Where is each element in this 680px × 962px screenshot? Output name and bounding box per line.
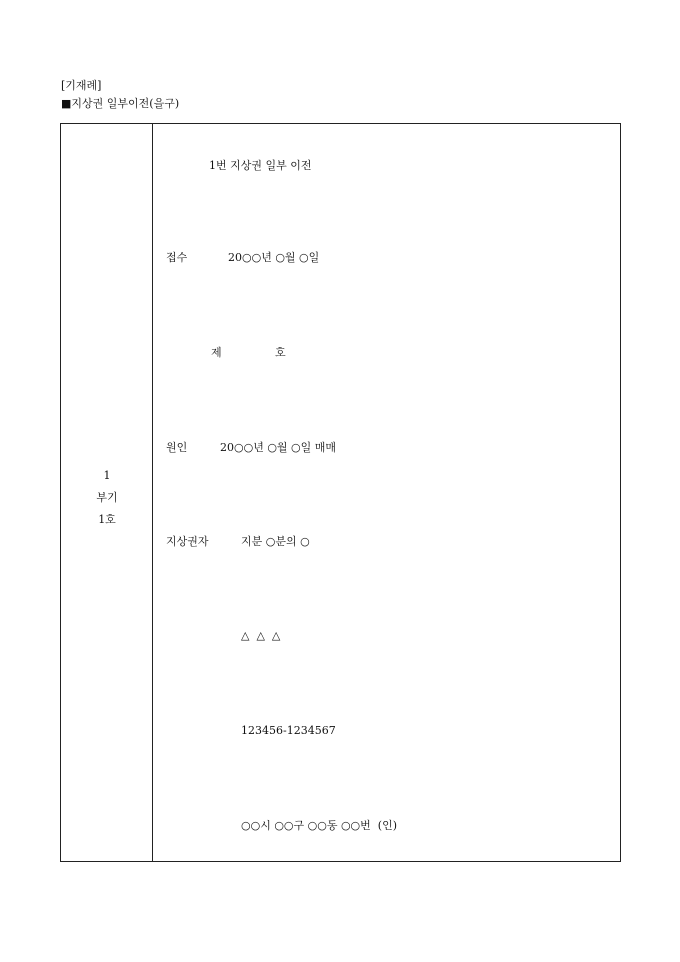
rank-number-line-2: 부기: [96, 491, 118, 504]
holder-label: 지상권자: [166, 535, 209, 548]
registration-table: [60, 123, 621, 862]
holder-address: ○○시 ○○구 ○○동 ○○번 (인): [241, 819, 397, 832]
rank-number-column: [61, 124, 153, 861]
cause-label: 원인: [166, 441, 188, 454]
number-prefix: 제: [211, 346, 222, 359]
rank-number-label: [61, 465, 153, 531]
receipt-date: 20○○년 ○월 ○일: [228, 251, 320, 264]
rank-number-line-3: 1호: [98, 513, 116, 526]
resident-number: 123456-1234567: [241, 724, 336, 737]
document-title: ■지상권 일부이전(을구): [61, 97, 180, 110]
holder-name: △ △ △: [241, 629, 281, 642]
receipt-label: 접수: [166, 251, 188, 264]
purpose-text: 1번 지상권 일부 이전: [209, 159, 312, 172]
holder-share: 지분 ○분의 ○: [241, 535, 310, 548]
rank-number-line-1: 1: [103, 469, 111, 482]
example-label: [기재례]: [61, 79, 102, 92]
cause-value: 20○○년 ○월 ○일 매매: [220, 441, 337, 454]
number-suffix: 호: [275, 346, 286, 359]
